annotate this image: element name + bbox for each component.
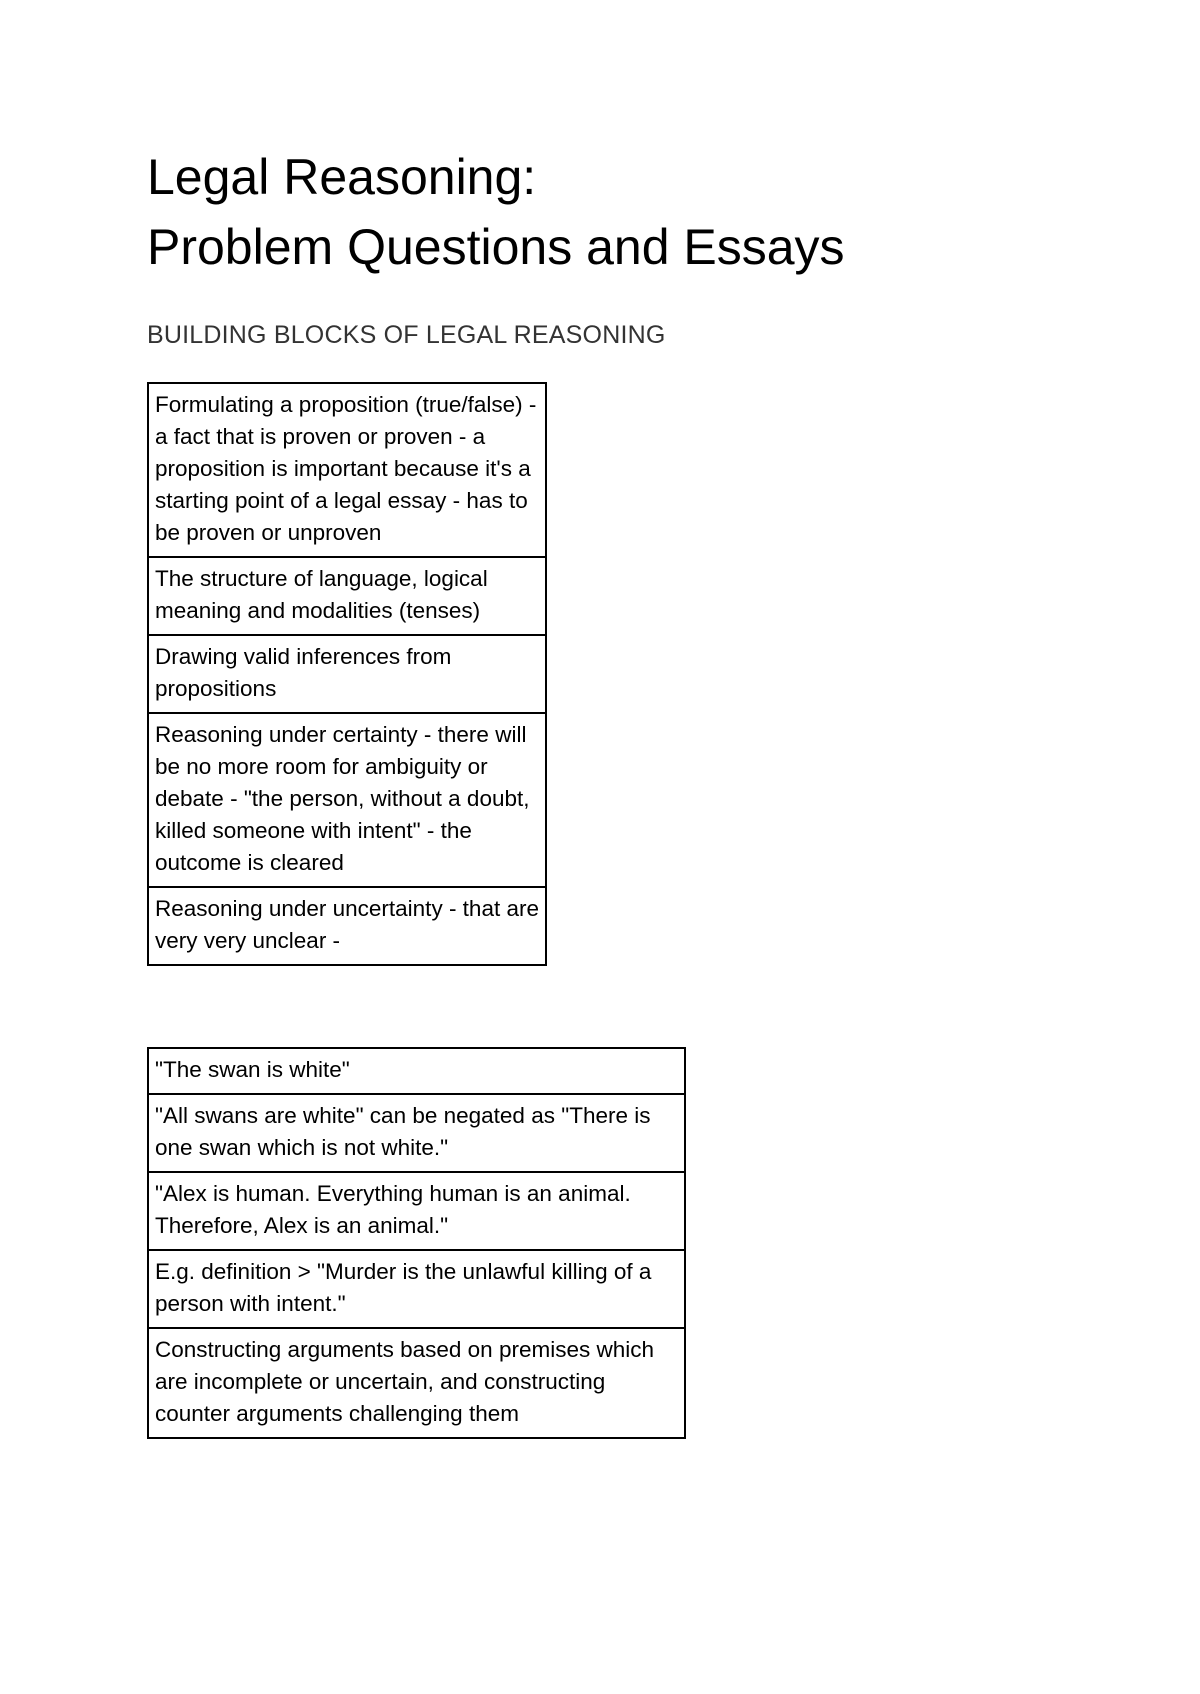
table-row	[148, 635, 546, 713]
table-cell: Drawing valid inferences from propositions	[148, 635, 546, 713]
page-title	[147, 142, 845, 282]
table-row	[148, 557, 546, 635]
table-cell: "All swans are white" can be negated as "There is one swan which is not white."	[148, 1094, 685, 1172]
building-blocks-table	[147, 382, 547, 966]
table-cell: "The swan is white"	[148, 1048, 685, 1094]
table-row	[148, 1328, 685, 1438]
table-row	[148, 713, 546, 887]
examples-table	[147, 1047, 686, 1439]
table-cell: The structure of language, logical meaning and modalities (tenses)	[148, 557, 546, 635]
table-cell: Reasoning under certainty - there will be no more room for ambiguity or debate - "the person, without a doubt, killed someone with intent" - the outcome is cleared	[148, 713, 546, 887]
title-line-1: Legal Reasoning:	[147, 149, 537, 205]
table-cell: Formulating a proposition (true/false) - a fact that is proven or proven - a proposition is important because it's a starting point of a legal essay - has to be proven or unproven	[148, 383, 546, 557]
table-row	[148, 1094, 685, 1172]
title-line-2: Problem Questions and Essays	[147, 219, 845, 275]
table-row	[148, 1172, 685, 1250]
table-row	[148, 1250, 685, 1328]
table-row	[148, 1048, 685, 1094]
table-cell: Constructing arguments based on premises which are incomplete or uncertain, and constructing counter arguments challenging them	[148, 1328, 685, 1438]
section-heading: BUILDING BLOCKS OF LEGAL REASONING	[147, 321, 666, 349]
table-cell: "Alex is human. Everything human is an animal. Therefore, Alex is an animal."	[148, 1172, 685, 1250]
table-row	[148, 887, 546, 965]
table-cell: Reasoning under uncertainty - that are very very unclear -	[148, 887, 546, 965]
table-row	[148, 383, 546, 557]
table-cell: E.g. definition > "Murder is the unlawful killing of a person with intent."	[148, 1250, 685, 1328]
